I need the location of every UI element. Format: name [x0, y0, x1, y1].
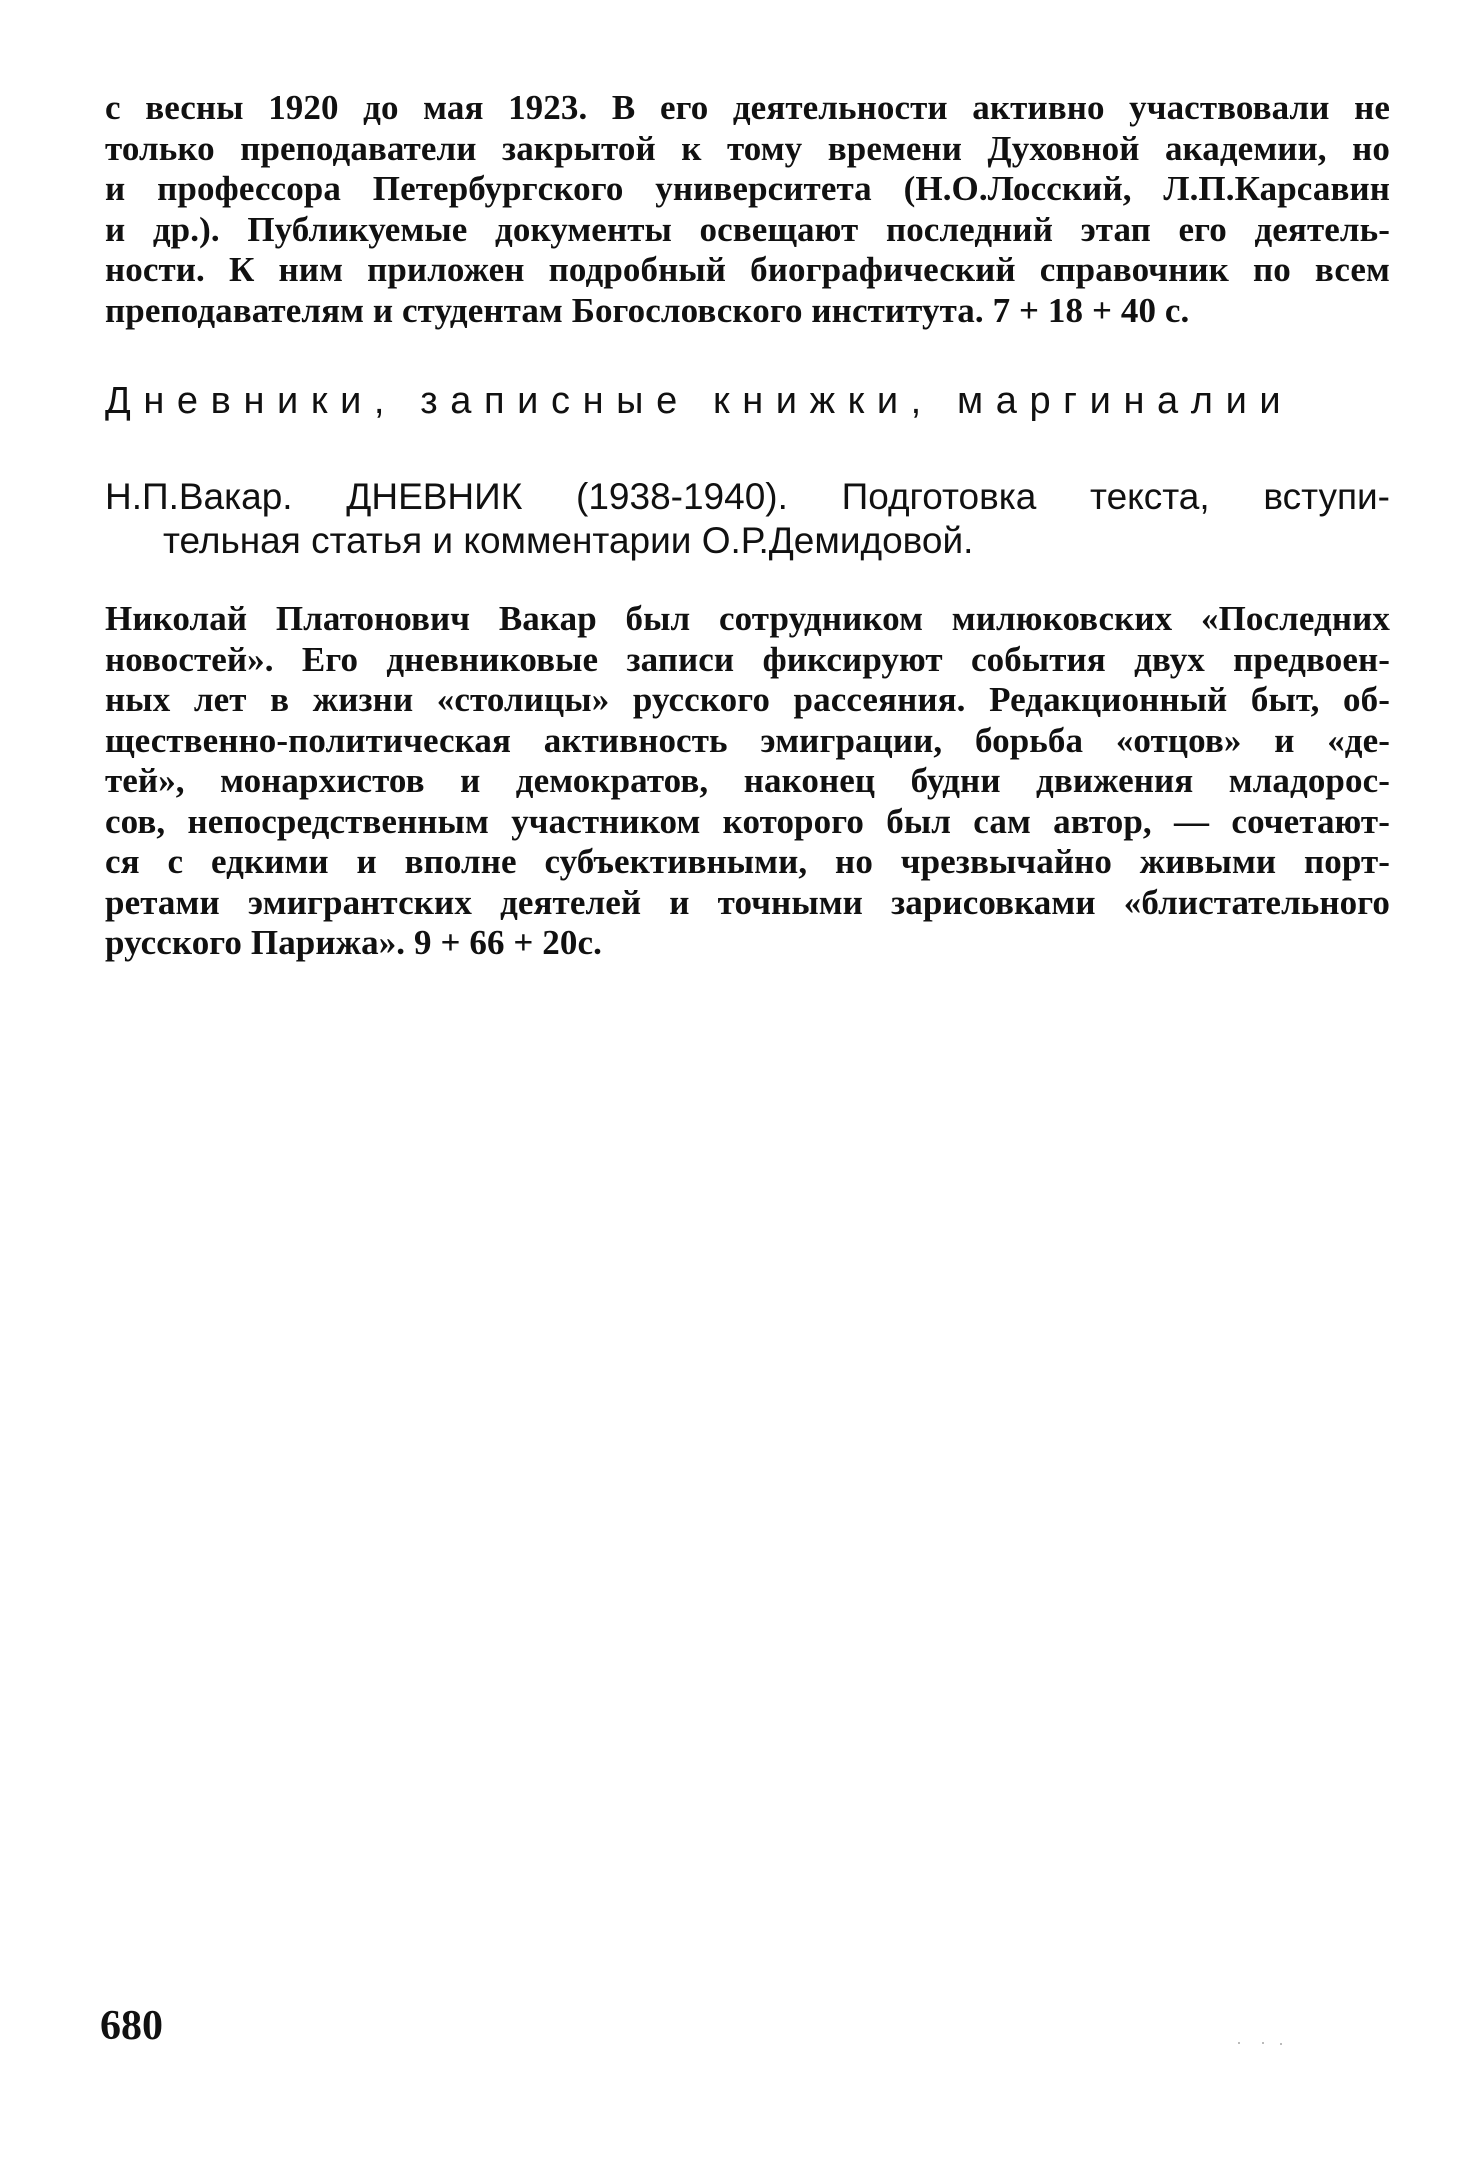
section-heading: Дневники, записные книжки, маргиналии — [105, 380, 1294, 422]
text-line: щественно-политическая активность эмиграции, борьба «отцов» и «де- — [105, 720, 1390, 760]
text-line: и профессора Петербургского университета (Н.О.Лосский, Л.П.Карсавин — [105, 169, 1390, 208]
intro-paragraph — [105, 88, 1390, 331]
scan-speck — [1262, 2042, 1264, 2044]
text-line: Николай Платонович Вакар был сотрудником милюковских «Последних — [105, 599, 1390, 638]
title-line: Н.П.Вакар. ДНЕВНИК (1938-1940). Подготовка текста, вступи- — [105, 476, 1390, 517]
text-line: и др.). Публикуемые документы освещают последний этап его деятель- — [105, 209, 1390, 249]
text-line: ности. К ним приложен подробный биографический справочник по всем — [105, 250, 1390, 289]
entry-annotation — [105, 599, 1390, 964]
text-line: русского Парижа». 9 + 66 + 20с. — [105, 923, 602, 962]
text-line: ся с едкими и вполне субъективными, но чрезвычайно живыми порт- — [105, 842, 1390, 881]
text-line: с весны 1920 до мая 1923. В его деятельности активно участвовали не — [105, 88, 1390, 127]
text-line: только преподаватели закрытой к тому времени Духовной академии, но — [105, 128, 1390, 168]
text-line: преподавателям и студентам Богословского института. 7 + 18 + 40 с. — [105, 290, 1190, 330]
text-line: новостей». Его дневниковые записи фиксируют события двух предвоен- — [105, 639, 1390, 679]
entry-title — [105, 475, 1390, 563]
page-number: 680 — [100, 2003, 163, 2049]
text-line: ных лет в жизни «столицы» русского рассеяния. Редакционный быт, об- — [105, 680, 1390, 719]
title-line: тельная статья и комментарии О.Р.Демидовой. — [163, 520, 974, 561]
scan-speck — [1238, 2042, 1240, 2044]
text-line: ретами эмигрантских деятелей и точными зарисовками «блистательного — [105, 882, 1390, 922]
page-content — [105, 88, 1390, 964]
text-line: сов, непосредственным участником которого был сам автор, — сочетают- — [105, 801, 1390, 841]
text-line: тей», монархистов и демократов, наконец будни движения младорос- — [105, 761, 1390, 800]
scan-speck — [1280, 2043, 1282, 2045]
